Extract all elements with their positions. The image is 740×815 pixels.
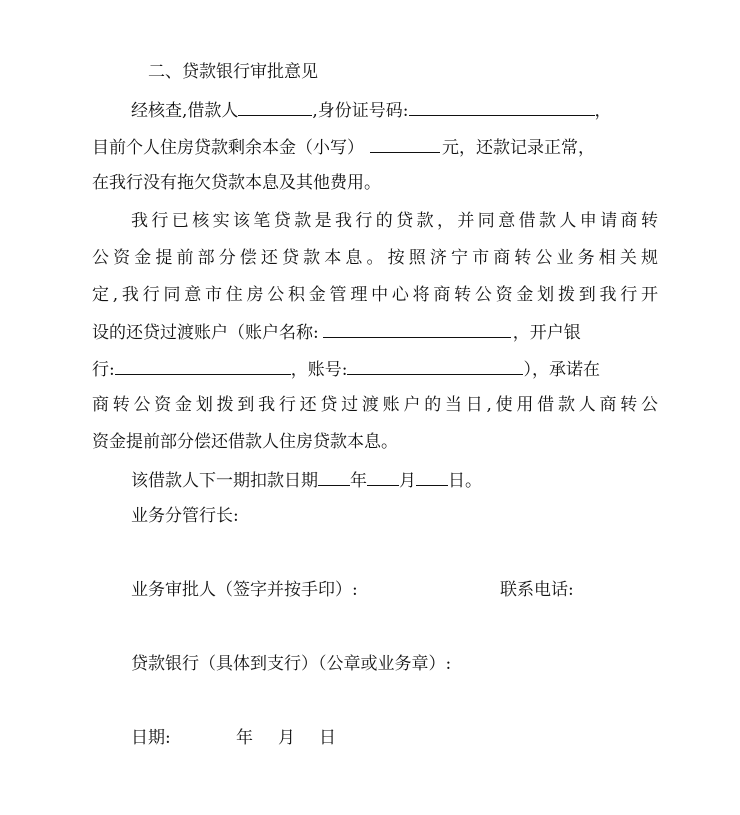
verification-line-3: 在我行没有拖欠贷款本息及其他费用。 (92, 173, 381, 193)
account-number-label: ，账号: (290, 360, 348, 380)
payment-year-blank[interactable] (318, 468, 350, 486)
confirmation-line-2: 公资金提前部分偿还贷款本息。按照济宁市商转公业务相关规 (92, 248, 658, 268)
id-number-blank[interactable] (409, 98, 595, 116)
next-payment-label: 该借款人下一期扣款日期 (131, 471, 318, 491)
confirmation-line-1: 我行已核实该笔贷款是我行的贷款，并同意借款人申请商转 (131, 211, 658, 231)
payment-month-blank[interactable] (367, 468, 399, 486)
promise-text: ），承诺在 (523, 360, 600, 380)
opening-bank-blank[interactable] (115, 357, 291, 375)
payment-month-label: 月 (399, 471, 416, 491)
confirmation-line-3: 定,我行同意市住房公积金管理中心将商转公资金划拨到我行开 (92, 285, 658, 305)
confirmation-line-7: 资金提前部分偿还借款人住房贷款本息。 (92, 432, 398, 452)
remaining-principal-blank[interactable] (370, 135, 440, 153)
account-number-blank[interactable] (347, 357, 523, 375)
remaining-principal-label: 目前个人住房贷款剩余本金（小写） (92, 138, 364, 158)
verification-line-1 (131, 98, 658, 122)
payment-day-label: 日。 (448, 471, 482, 491)
payment-day-blank[interactable] (416, 468, 448, 486)
borrower-name-blank[interactable] (238, 98, 312, 116)
bank-seal-label: 贷款银行（具体到支行）（公章或业务章）: (131, 654, 452, 674)
date-year-label: 年 (236, 728, 253, 748)
date-label: 日期: (131, 728, 171, 748)
approver-signature-label: 业务审批人（签字并按手印）: (131, 580, 358, 600)
manager-label: 业务分管行长: (131, 506, 239, 526)
verification-line-2 (92, 135, 658, 159)
opening-bank-label-cont: 行: (92, 360, 115, 380)
opening-bank-label: ，开户银 (512, 323, 581, 343)
contact-phone-label: 联系电话: (500, 580, 574, 600)
payment-year-label: 年 (350, 471, 367, 491)
date-month-label: 月 (278, 728, 295, 748)
account-name-blank[interactable] (323, 320, 511, 338)
section-title: 二、贷款银行审批意见 (148, 62, 318, 82)
date-day-label: 日 (319, 728, 336, 748)
account-name-label: 设的还贷过渡账户（账户名称: (92, 323, 319, 343)
confirmation-line-6: 商转公资金划拨到我行还贷过渡账户的当日,使用借款人商转公 (92, 395, 658, 415)
confirmation-line-5 (92, 357, 658, 381)
repayment-normal-text: 元，还款记录正常， (442, 138, 595, 158)
confirmation-line-4 (92, 320, 658, 344)
verification-text-id: ,身份证号码: (312, 101, 409, 121)
verification-text-comma: ， (594, 101, 612, 121)
next-payment-line (131, 468, 658, 492)
verification-text-borrower: 经核查,借款人 (131, 101, 239, 121)
